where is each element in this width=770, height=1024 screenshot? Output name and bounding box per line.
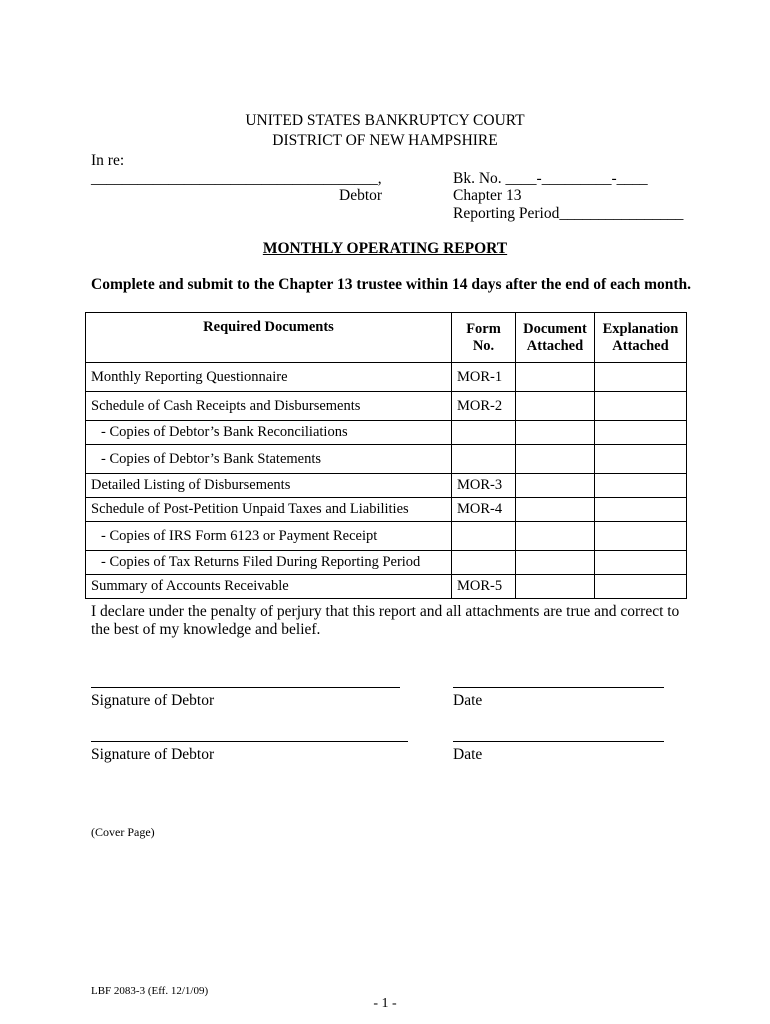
debtor-name-blank[interactable]: _____________________________________, xyxy=(91,170,382,187)
explanation-attached-cell[interactable] xyxy=(595,498,687,522)
explanation-attached-cell[interactable] xyxy=(595,445,687,474)
explanation-attached-cell[interactable] xyxy=(595,363,687,392)
explanation-attached-cell[interactable] xyxy=(595,474,687,498)
reporting-period-field[interactable]: Reporting Period________________ xyxy=(453,205,684,222)
document-attached-cell[interactable] xyxy=(516,551,595,575)
bk-number-field[interactable]: Bk. No. ____-_________-____ xyxy=(453,170,648,187)
row-form-no: MOR-3 xyxy=(452,474,516,498)
instruction-text: Complete and submit to the Chapter 13 trustee within 14 days after the end of each month. xyxy=(91,276,692,293)
explanation-attached-cell[interactable] xyxy=(595,551,687,575)
row-form-no: MOR-4 xyxy=(452,498,516,522)
row-form-no: MOR-5 xyxy=(452,575,516,599)
signature-label-1: Signature of Debtor xyxy=(91,692,215,709)
table-row xyxy=(86,498,687,522)
header-document-attached: Document Attached xyxy=(516,313,595,363)
row-document: Detailed Listing of Disbursements xyxy=(86,474,452,498)
row-document: Summary of Accounts Receivable xyxy=(86,575,452,599)
declaration-line-2: the best of my knowledge and belief. xyxy=(91,621,321,638)
table-row xyxy=(86,392,687,421)
row-document: - Copies of IRS Form 6123 or Payment Receipt xyxy=(86,522,452,551)
debtor-label: Debtor xyxy=(339,187,383,204)
document-attached-cell[interactable] xyxy=(516,421,595,445)
date-label-1: Date xyxy=(453,692,483,709)
court-heading xyxy=(0,111,770,151)
date-label-2: Date xyxy=(453,746,483,763)
explanation-attached-cell[interactable] xyxy=(595,392,687,421)
cover-page-note: (Cover Page) xyxy=(91,825,155,839)
explanation-attached-cell[interactable] xyxy=(595,421,687,445)
required-documents-table xyxy=(85,312,687,599)
date-line-2[interactable] xyxy=(453,741,664,742)
report-title: MONTHLY OPERATING REPORT xyxy=(262,240,508,257)
row-form-no xyxy=(452,421,516,445)
document-attached-cell[interactable] xyxy=(516,498,595,522)
signature-line-2[interactable] xyxy=(91,741,408,742)
row-document: Schedule of Cash Receipts and Disbursements xyxy=(86,392,452,421)
explanation-attached-cell[interactable] xyxy=(595,522,687,551)
header-required-documents: Required Documents xyxy=(86,313,452,363)
signature-label-2: Signature of Debtor xyxy=(91,746,215,763)
row-form-no xyxy=(452,522,516,551)
row-document: Schedule of Post-Petition Unpaid Taxes and Liabilities xyxy=(86,498,452,522)
signature-line-1[interactable] xyxy=(91,687,400,688)
document-attached-cell[interactable] xyxy=(516,445,595,474)
declaration-line-1: I declare under the penalty of perjury that this report and all attachments are true and correct to xyxy=(91,603,680,620)
row-document: - Copies of Debtor’s Bank Reconciliations xyxy=(86,421,452,445)
document-attached-cell[interactable] xyxy=(516,575,595,599)
table-row xyxy=(86,522,687,551)
form-identifier: LBF 2083-3 (Eff. 12/1/09) xyxy=(91,985,209,997)
header-explanation-attached: Explanation Attached xyxy=(595,313,687,363)
page-number: - 1 - xyxy=(373,996,397,1011)
document-attached-cell[interactable] xyxy=(516,392,595,421)
table-header-row xyxy=(86,313,687,363)
row-form-no xyxy=(452,551,516,575)
chapter-label: Chapter 13 xyxy=(453,187,522,204)
document-attached-cell[interactable] xyxy=(516,363,595,392)
row-form-no: MOR-2 xyxy=(452,392,516,421)
table-row xyxy=(86,445,687,474)
court-district: DISTRICT OF NEW HAMPSHIRE xyxy=(272,132,498,149)
row-document: - Copies of Debtor’s Bank Statements xyxy=(86,445,452,474)
date-line-1[interactable] xyxy=(453,687,664,688)
court-name: UNITED STATES BANKRUPTCY COURT xyxy=(245,112,525,129)
row-document: Monthly Reporting Questionnaire xyxy=(86,363,452,392)
table-row xyxy=(86,474,687,498)
table-row xyxy=(86,421,687,445)
explanation-attached-cell[interactable] xyxy=(595,575,687,599)
row-document: - Copies of Tax Returns Filed During Reporting Period xyxy=(86,551,452,575)
document-attached-cell[interactable] xyxy=(516,474,595,498)
row-form-no: MOR-1 xyxy=(452,363,516,392)
in-re-label: In re: xyxy=(91,152,125,169)
table-row xyxy=(86,551,687,575)
table-row xyxy=(86,575,687,599)
header-form-no: Form No. xyxy=(452,313,516,363)
row-form-no xyxy=(452,445,516,474)
table-row xyxy=(86,363,687,392)
document-attached-cell[interactable] xyxy=(516,522,595,551)
